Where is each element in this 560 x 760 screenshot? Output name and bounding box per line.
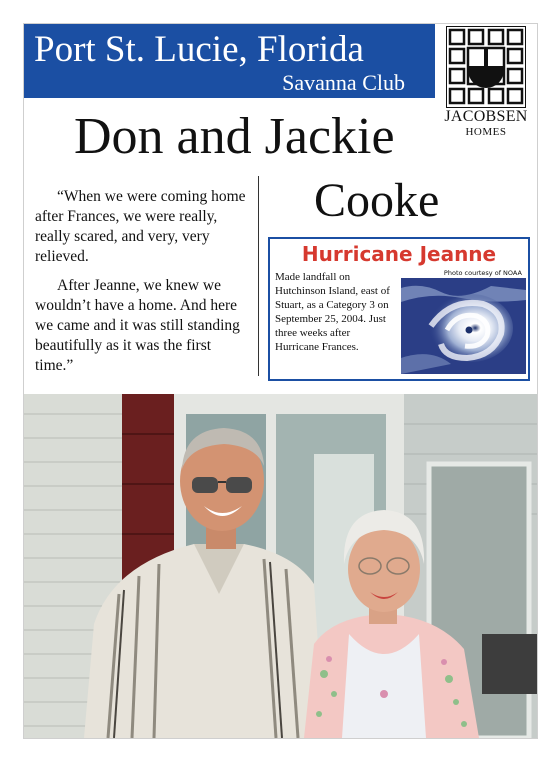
quote-paragraph: After Jeanne, we knew we wouldn’t have a home. And here we came and it was still standing beautifully as it was the first time.” <box>35 277 240 374</box>
photo-credit: Photo courtesy of NOAA <box>443 269 522 277</box>
column-divider <box>258 176 259 376</box>
logo-subtitle: HOMES <box>465 126 507 138</box>
homeowners-photo <box>24 394 537 738</box>
homeowner-names: Don and Jackie <box>74 108 395 165</box>
hurricane-title: Hurricane Jeanne <box>301 242 497 266</box>
flyer-page <box>23 23 538 739</box>
community-name: Savanna Club <box>282 70 405 95</box>
location-title: Port St. Lucie, Florida <box>34 29 364 70</box>
hurricane-satellite-image <box>401 278 526 374</box>
testimonial-quote <box>35 187 250 385</box>
logo-grid-icon <box>446 26 526 108</box>
homeowner-surname: Cooke <box>314 174 440 227</box>
header-banner <box>24 24 435 98</box>
quote-paragraph: “When we were coming home after Frances, we were really, really scared, and very, very relieved. <box>35 188 246 265</box>
hurricane-info-box <box>268 237 530 381</box>
logo-name: JACOBSEN <box>444 108 528 125</box>
hurricane-description: Made landfall on Hutchinson Island, east of Stuart, as a Category 3 on September 25, 2004. Just three weeks after Hurricane Frances. <box>275 271 390 353</box>
jacobsen-homes-logo <box>435 24 537 154</box>
